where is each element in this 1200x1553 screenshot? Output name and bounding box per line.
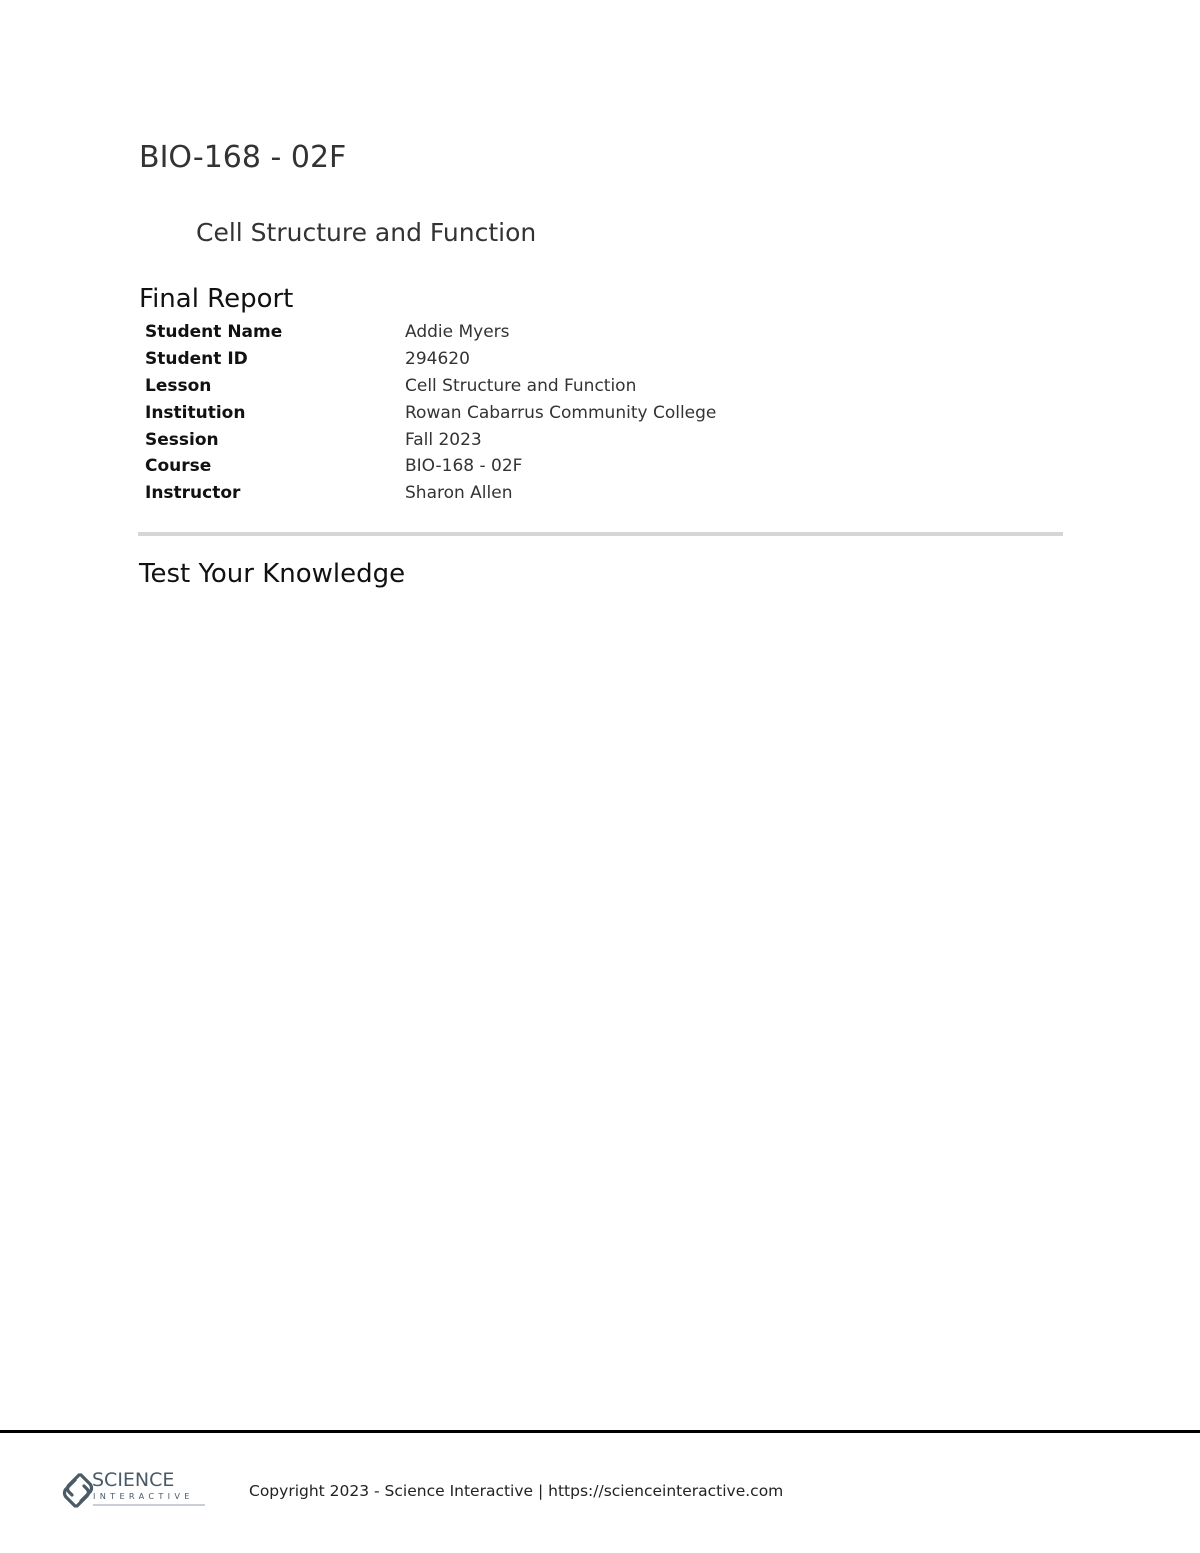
report-info-table	[140, 319, 721, 507]
field-value: Sharon Allen	[405, 483, 513, 504]
field-label: Lesson	[145, 375, 212, 396]
field-label: Student Name	[145, 322, 283, 343]
field-label: Institution	[145, 402, 246, 423]
test-your-knowledge-heading: Test Your Knowledge	[139, 559, 406, 589]
table-row	[140, 399, 721, 426]
table-row	[140, 426, 721, 453]
table-row	[140, 319, 721, 346]
lesson-title: Cell Structure and Function	[196, 218, 537, 247]
field-value: Addie Myers	[405, 322, 510, 343]
field-value: Cell Structure and Function	[405, 375, 637, 396]
field-label: Session	[145, 429, 219, 450]
footer-divider	[0, 1430, 1200, 1433]
report-heading: Final Report	[139, 284, 294, 314]
field-value: Rowan Cabarrus Community College	[405, 402, 717, 423]
table-row	[140, 346, 721, 373]
table-row	[140, 373, 721, 400]
course-title: BIO-168 - 02F	[139, 140, 347, 175]
logo-tagline-mark	[93, 1504, 205, 1506]
science-interactive-logo-icon	[57, 1466, 207, 1516]
section-divider	[138, 532, 1063, 536]
field-label: Course	[145, 456, 212, 477]
field-label: Student ID	[145, 349, 248, 370]
field-label: Instructor	[145, 483, 241, 504]
footer-copyright: Copyright 2023 - Science Interactive | https://scienceinteractive.com	[249, 1482, 784, 1500]
table-row	[140, 480, 721, 507]
field-value: 294620	[405, 349, 470, 370]
table-row	[140, 453, 721, 480]
logo-word-interactive: INTERACTIVE	[93, 1491, 194, 1501]
field-value: Fall 2023	[405, 429, 482, 450]
field-value: BIO-168 - 02F	[405, 456, 523, 477]
logo-word-science: SCIENCE	[92, 1469, 175, 1491]
